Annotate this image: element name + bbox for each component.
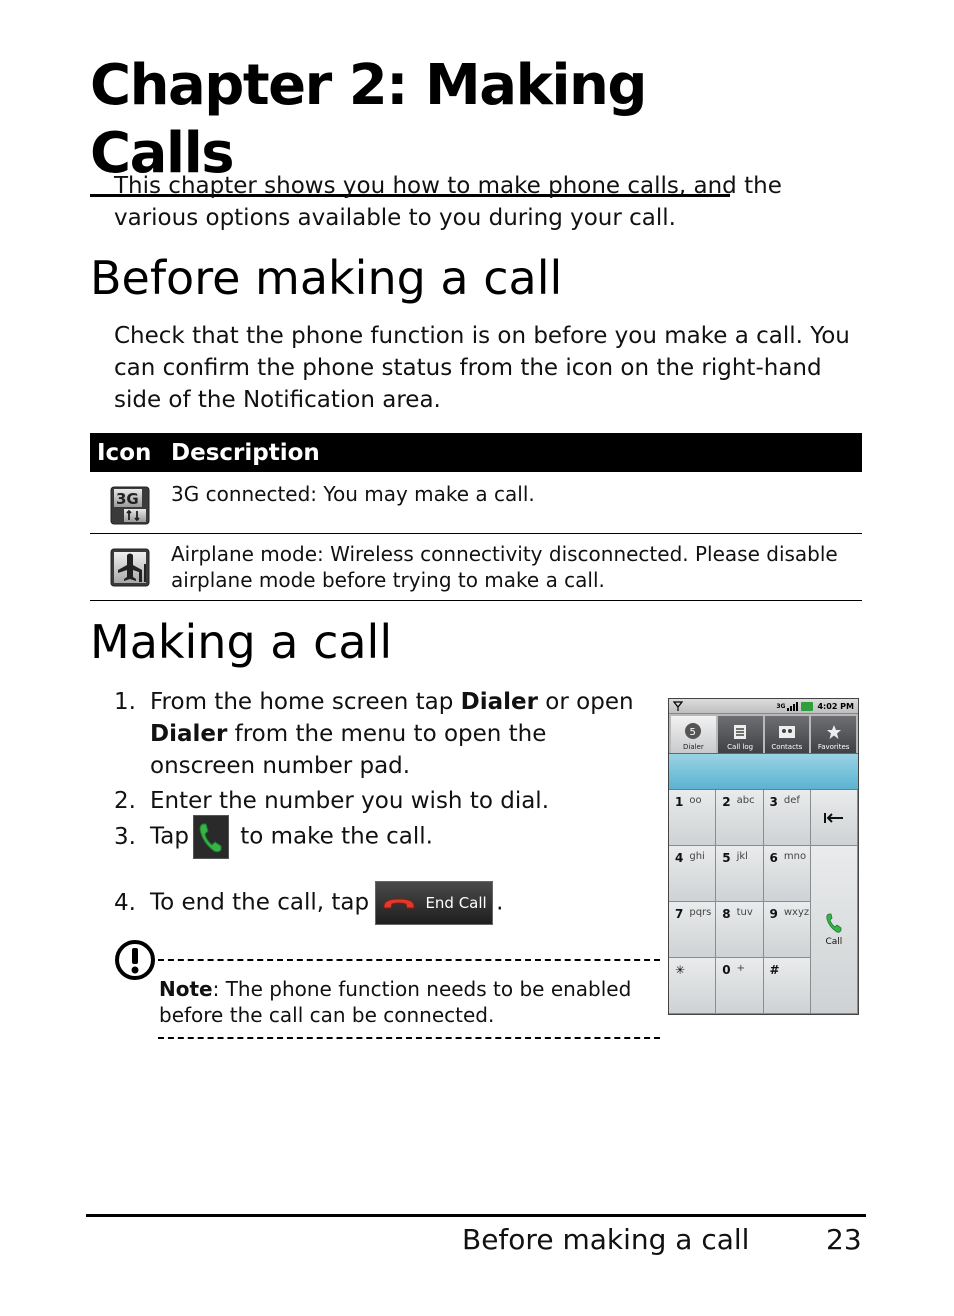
step-text-part: or open <box>538 689 634 715</box>
key-7 <box>669 902 716 958</box>
phone-dialer-screenshot <box>668 698 859 1015</box>
status-bar <box>669 699 858 714</box>
tab-label: Favorites <box>817 743 850 751</box>
phone-icon <box>825 912 843 934</box>
dialer-label: Dialer <box>460 689 538 715</box>
key-digit: 1 <box>675 795 684 809</box>
key-letters: tuv <box>736 907 753 918</box>
key-1 <box>669 790 716 846</box>
header-description: Description <box>171 439 320 466</box>
icon-table <box>90 433 862 601</box>
note-divider-top <box>158 959 660 961</box>
network-label: 3G <box>776 702 786 710</box>
call-button-icon <box>193 815 229 859</box>
dialer-icon <box>684 722 702 740</box>
step-text <box>150 815 650 859</box>
footer-divider <box>86 1214 866 1217</box>
key-digit: 6 <box>769 851 778 865</box>
call-label: Call <box>825 937 843 947</box>
step-text-part: To end the call, tap <box>150 889 370 916</box>
tab-label: Call log <box>727 743 754 751</box>
key-letters: abc <box>736 795 755 806</box>
airplane-icon <box>90 534 171 600</box>
section-heading-before: Before making a call <box>90 251 563 305</box>
row-description: Airplane mode: Wireless connectivity disconnected. Please disable airplane mode before trying to make a call. <box>171 542 838 592</box>
note-text <box>159 976 659 1028</box>
tab-label: Dialer <box>682 743 704 751</box>
key-5 <box>716 846 763 902</box>
step-text-part: . <box>496 889 504 916</box>
end-call-icon <box>381 895 417 911</box>
step-number: 3. <box>114 824 136 850</box>
status-icons <box>776 702 813 711</box>
key-letters: mno <box>783 851 807 862</box>
page-number: 23 <box>826 1223 862 1256</box>
step-text-part: Tap <box>150 823 189 850</box>
key-8 <box>716 902 763 958</box>
step-text-part: from the menu to open the onscreen number pad. <box>150 721 547 779</box>
exclamation-icon <box>114 938 158 982</box>
keypad <box>669 790 858 1014</box>
before-paragraph: Check that the phone function is on before you make a call. You can confirm the phone status from the icon on the right-hand side of the Notification area. <box>114 323 850 413</box>
list-item <box>114 686 650 782</box>
backspace-icon <box>823 811 845 825</box>
step-number: 2. <box>114 788 136 814</box>
footer-section-title: Before making a call <box>462 1223 750 1256</box>
table-header <box>90 433 862 472</box>
key-0 <box>716 958 763 1014</box>
intro-paragraph: This chapter shows you how to make phone calls, and the various options available to you during your call. <box>114 173 782 231</box>
key-letters: ᴏᴏ <box>689 795 702 806</box>
tab-call-log <box>718 716 763 753</box>
dialer-tabs <box>669 714 858 754</box>
key-digit: 4 <box>675 851 684 865</box>
key-digit: 3 <box>769 795 778 809</box>
key-digit: 8 <box>722 907 731 921</box>
step-text-part: From the home screen tap <box>150 689 461 715</box>
star-icon <box>826 724 842 740</box>
table-row <box>90 534 862 601</box>
end-call-label: End Call <box>425 894 487 912</box>
contacts-icon <box>778 724 796 740</box>
key-digit: # <box>769 963 780 977</box>
antenna-icon <box>673 701 683 711</box>
key-digit: 0 <box>722 963 731 977</box>
key-digit: 2 <box>722 795 731 809</box>
key-hash <box>764 958 811 1014</box>
step-text: Enter the number you wish to dial. <box>150 788 550 814</box>
list-item <box>114 815 650 859</box>
key-digit: 5 <box>722 851 731 865</box>
key-digit: 9 <box>769 907 778 921</box>
key-star <box>669 958 716 1014</box>
key-4 <box>669 846 716 902</box>
step-number: 1. <box>114 689 136 715</box>
number-display <box>669 754 858 790</box>
key-2 <box>716 790 763 846</box>
status-time: 4:02 PM <box>817 701 854 711</box>
battery-icon <box>801 702 813 711</box>
step-text <box>150 881 650 925</box>
table-row <box>90 472 862 534</box>
tab-label: Contacts <box>771 743 803 751</box>
key-digit: 7 <box>675 907 684 921</box>
tab-contacts <box>765 716 810 753</box>
key-letters: pqrs <box>689 907 712 918</box>
note-divider-bottom <box>158 1037 660 1039</box>
delete-key <box>811 790 858 846</box>
signal-icon <box>787 702 799 711</box>
dialer-badge: 5 <box>689 727 697 738</box>
key-3 <box>764 790 811 846</box>
tab-favorites <box>811 716 856 753</box>
tab-dialer <box>671 716 716 753</box>
list-item <box>114 785 650 817</box>
section-heading-making: Making a call <box>90 615 393 669</box>
list-item <box>114 881 650 925</box>
key-digit: ✳ <box>675 963 686 977</box>
key-letters: ghi <box>689 851 705 862</box>
step-text <box>150 686 650 782</box>
key-6 <box>764 846 811 902</box>
step-text-part: to make the call. <box>232 823 433 850</box>
call-log-icon <box>732 724 748 740</box>
end-call-button <box>375 881 493 925</box>
header-icon: Icon <box>97 439 152 466</box>
key-letters: jkl <box>736 851 748 862</box>
row-description: 3G connected: You may make a call. <box>171 482 535 506</box>
chapter-title: Chapter 2: Making Calls <box>90 52 730 197</box>
key-letters: wxyz <box>783 907 810 918</box>
svg-text:3G: 3G <box>115 490 139 508</box>
call-key <box>811 846 858 1014</box>
key-letters: + <box>736 963 745 974</box>
note-label: Note <box>159 977 213 1001</box>
step-number: 4. <box>114 890 136 916</box>
key-9 <box>764 902 811 958</box>
dialer-label: Dialer <box>150 721 228 747</box>
key-letters: def <box>783 795 800 806</box>
3g-icon <box>90 472 171 533</box>
note-body: : The phone function needs to be enabled before the call can be connected. <box>159 977 632 1027</box>
